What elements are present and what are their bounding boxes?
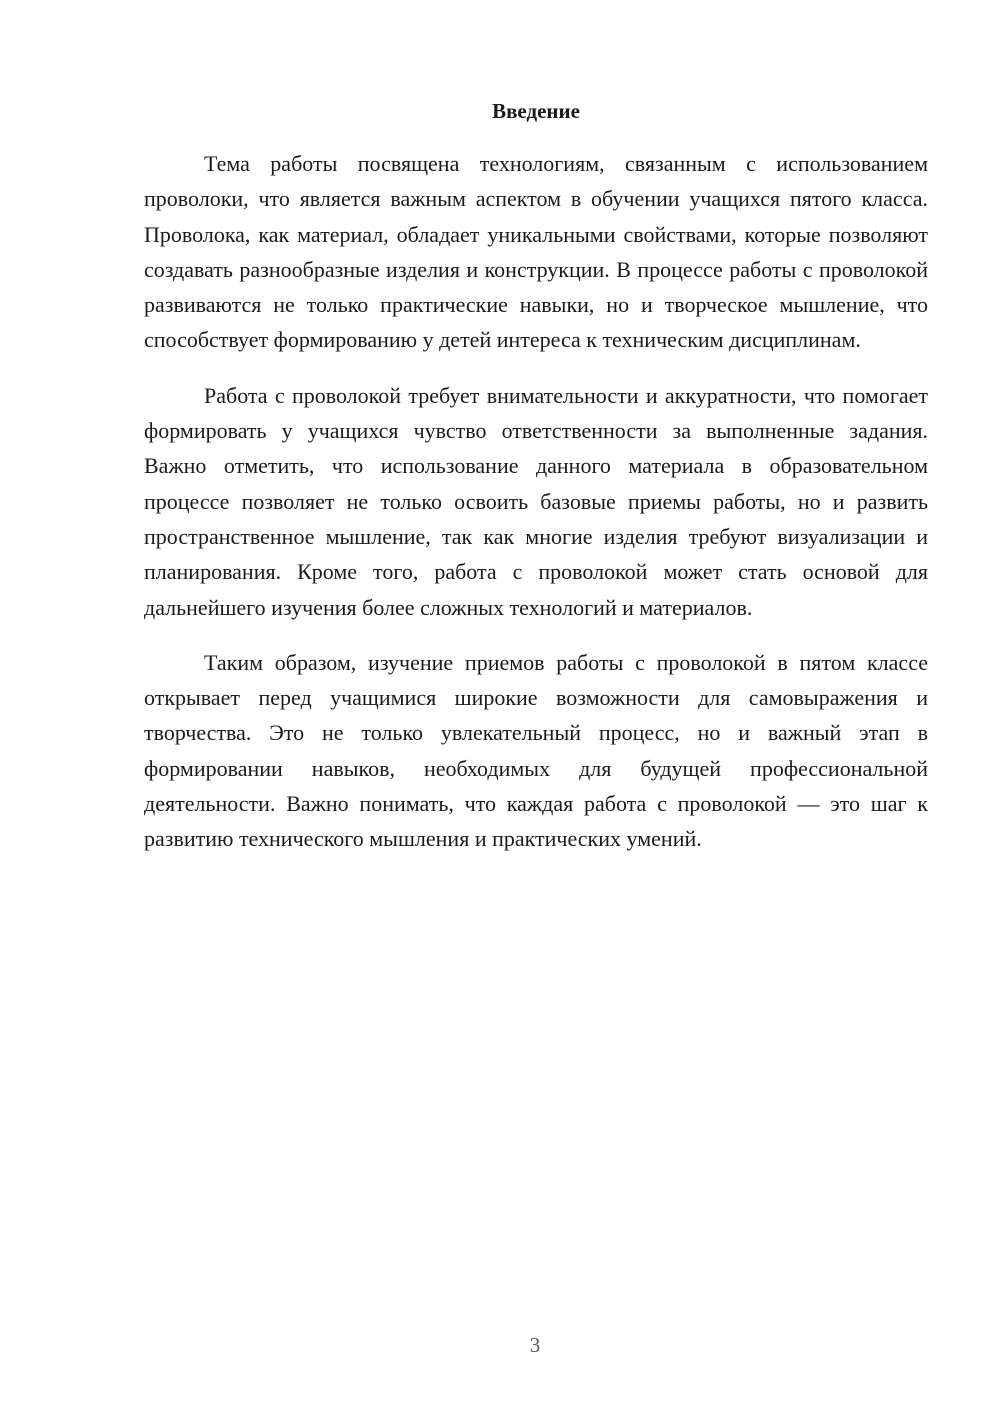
paragraph-2: Работа с проволокой требует внимательности и аккуратности, что помогает формировать у учащихся чувство ответственности за выполненные задания. Важно отметить, что использование данного материала в образовательном процессе позволяет не только освоить базовые приемы работы, но и развить пространственное мышление, так как многие изделия требуют визуализации и планирования. Кроме того, работа с проволокой может стать основой для дальнейшего изучения более сложных технологий и материалов. [144,382,928,620]
section-title: Введение [492,99,580,123]
paragraph-3: Таким образом, изучение приемов работы с проволокой в пятом классе открывает перед учащимися широкие возможности для самовыражения и творчества. Это не только увлекательный процесс, но и важный этап в формировании навыков, необходимых для будущей профессиональной деятельности. Важно понимать, что каждая работа с проволокой — это шаг к развитию технического мышления и практических умений. [144,649,928,852]
document-body [144,96,928,877]
paragraph-1: Тема работы посвящена технологиям, связанным с использованием проволоки, что является важным аспектом в обучении учащихся пятого класса. Проволока, как материал, обладает уникальными свойствами, которые позволяют создавать разнообразные изделия и конструкции. В процессе работы с проволокой развиваются не только практические навыки, но и творческое мышление, что способствует формированию у детей интереса к техническим дисциплинам. [144,151,928,353]
page-number: 3 [529,1333,541,1357]
